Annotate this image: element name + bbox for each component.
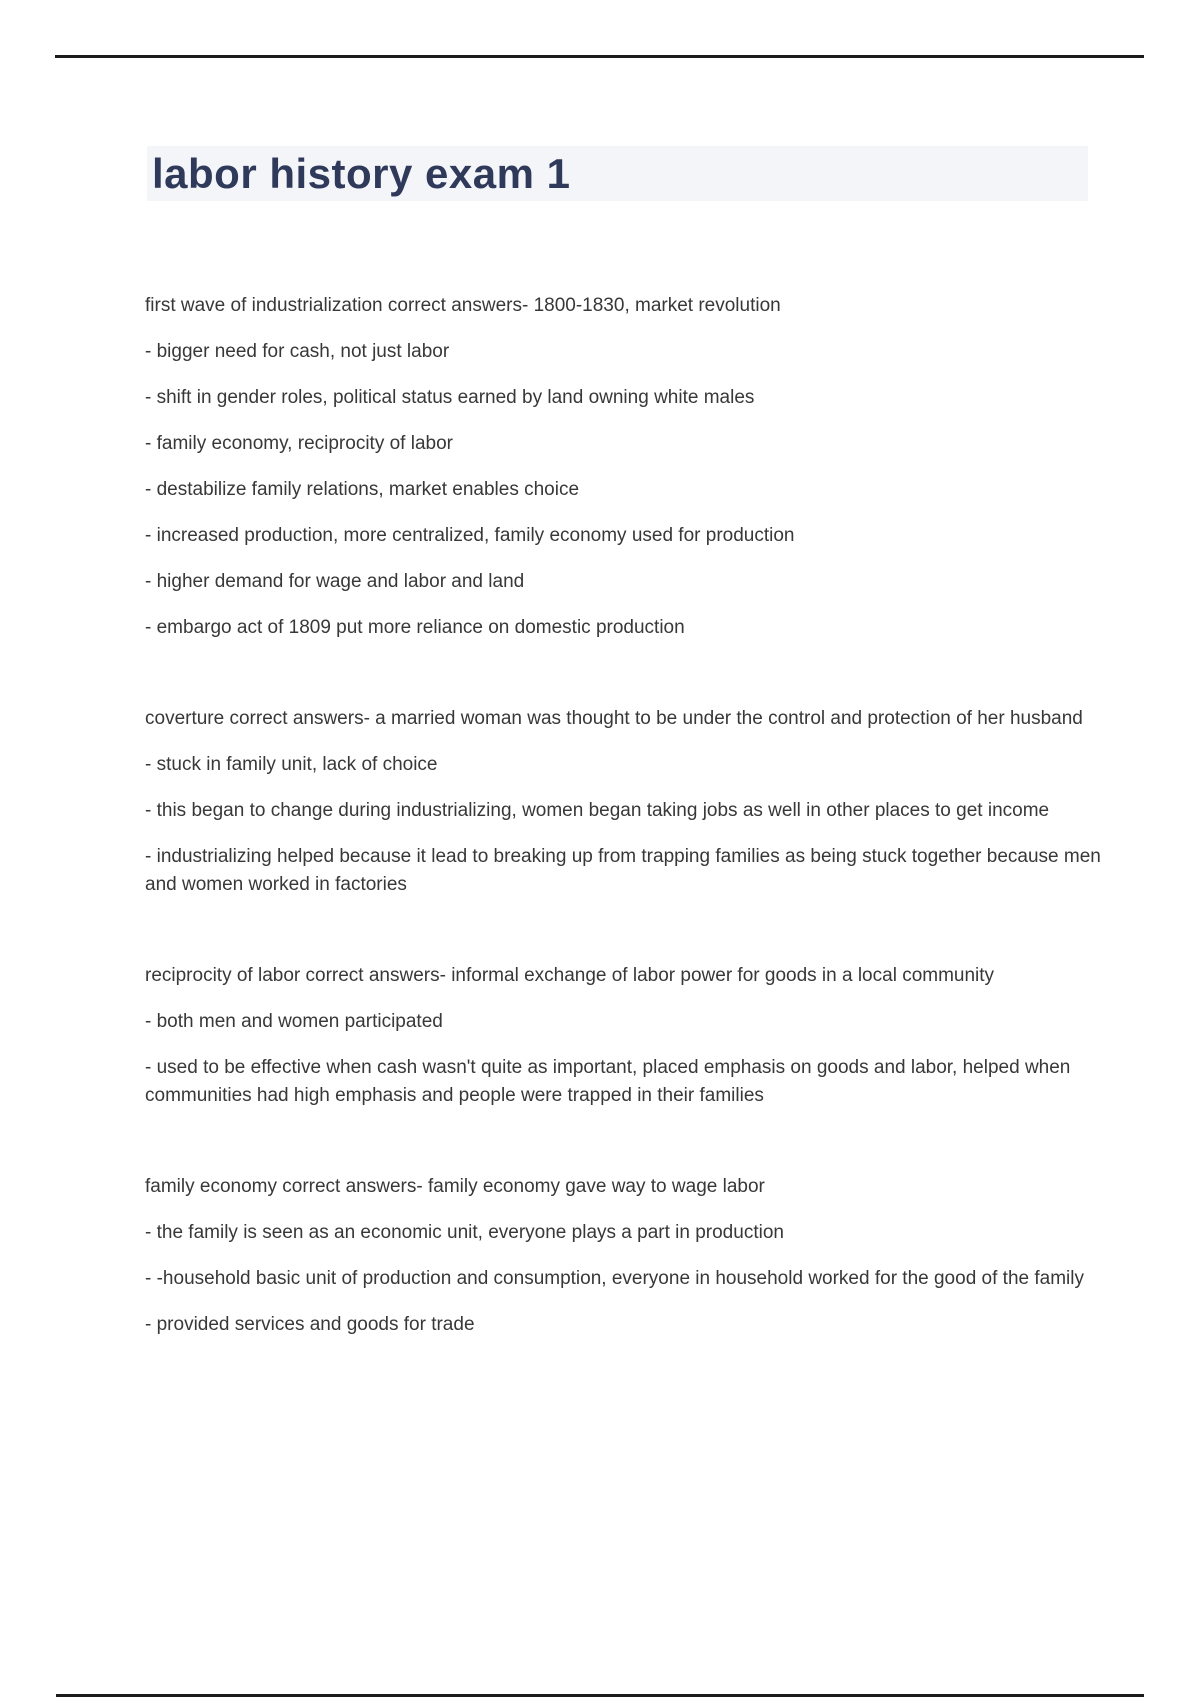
bullet-text: - both men and women participated: [145, 1011, 443, 1032]
bullet-text: - higher demand for wage and labor and land: [145, 571, 525, 592]
bullet-text: - stuck in family unit, lack of choice: [145, 754, 438, 775]
bullet-text: - embargo act of 1809 put more reliance on domestic production: [145, 617, 685, 638]
title-bar: [147, 146, 1088, 201]
bullet-text: - this began to change during industrializing, women began taking jobs as well in other places to get income: [145, 800, 1050, 821]
bullet-text: - -household basic unit of production and consumption, everyone in household worked for the good of the family: [145, 1268, 1084, 1289]
question-text: reciprocity of labor correct answers- informal exchange of labor power for goods in a local community: [145, 965, 995, 986]
question-text: first wave of industrialization correct answers- 1800-1830, market revolution: [145, 295, 781, 316]
document-content: [145, 292, 1110, 1357]
bullet-text: - industrializing helped because it lead to breaking up from trapping families as being stuck together because men and women worked in factories: [145, 846, 1101, 895]
bullet-text: - shift in gender roles, political status earned by land owning white males: [145, 387, 755, 408]
qa-block: [145, 1173, 1110, 1339]
question-text: family economy correct answers- family economy gave way to wage labor: [145, 1176, 765, 1197]
qa-block: [145, 705, 1110, 899]
bullet-text: - increased production, more centralized, family economy used for production: [145, 525, 795, 546]
bullet-text: - the family is seen as an economic unit, everyone plays a part in production: [145, 1222, 784, 1243]
bullet-text: - family economy, reciprocity of labor: [145, 433, 453, 454]
bullet-text: - used to be effective when cash wasn't quite as important, placed emphasis on goods and labor, helped when communities had high emphasis and people were trapped in their families: [145, 1057, 1071, 1106]
bottom-rule: [56, 1694, 1144, 1697]
qa-block: [145, 962, 1110, 1110]
bullet-text: - destabilize family relations, market enables choice: [145, 479, 580, 500]
bullet-text: - bigger need for cash, not just labor: [145, 341, 450, 362]
question-text: coverture correct answers- a married woman was thought to be under the control and protection of her husband: [145, 708, 1083, 729]
page-title: labor history exam 1: [152, 149, 571, 197]
top-rule: [55, 55, 1144, 58]
qa-block: [145, 292, 1110, 642]
bullet-text: - provided services and goods for trade: [145, 1314, 475, 1335]
